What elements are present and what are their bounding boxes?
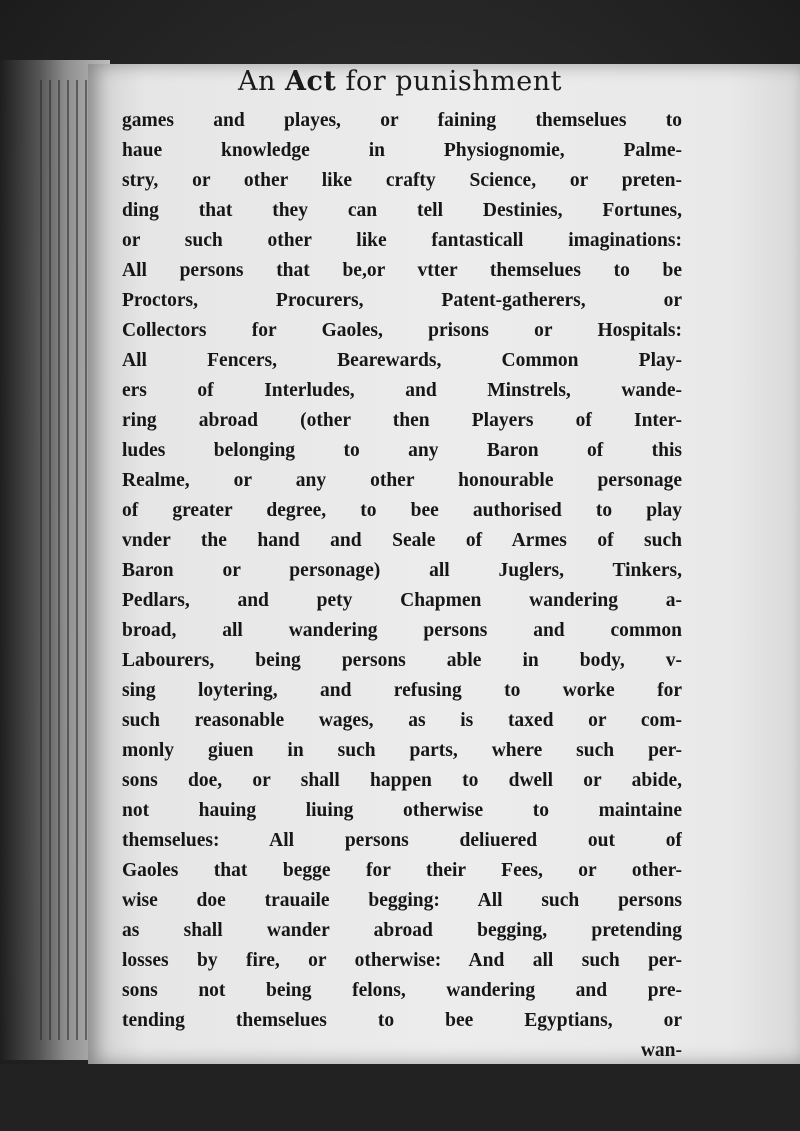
text-line: Labourers, being persons able in body, v- [122, 650, 682, 671]
title-prefix: An [238, 66, 276, 97]
text-line: Pedlars, and pety Chapmen wandering a- [122, 590, 682, 611]
text-line: ers of Interludes, and Minstrels, wande- [122, 380, 682, 401]
text-line: sing loytering, and refusing to worke for [122, 680, 682, 701]
text-line: stry, or other like crafty Science, or preten- [122, 170, 682, 191]
text-line: such reasonable wages, as is taxed or com- [122, 710, 682, 731]
text-line: as shall wander abroad begging, pretending [122, 920, 682, 941]
text-line: Collectors for Gaoles, prisons or Hospitals: [122, 320, 682, 341]
running-title [0, 66, 800, 97]
text-line: Baron or personage) all Juglers, Tinkers, [122, 560, 682, 581]
text-line: games and playes, or faining themselues to [122, 110, 682, 131]
text-line: losses by fire, or otherwise: And all such per- [122, 950, 682, 971]
title-suffix: for punishment [345, 66, 562, 97]
text-line: monly giuen in such parts, where such per- [122, 740, 682, 761]
text-line: ding that they can tell Destinies, Fortunes, [122, 200, 682, 221]
text-line: broad, all wandering persons and common [122, 620, 682, 641]
text-line: sons not being felons, wandering and pre- [122, 980, 682, 1001]
text-line: tending themselues to bee Egyptians, or [122, 1010, 682, 1031]
text-line: Realme, or any other honourable personage [122, 470, 682, 491]
text-line: Proctors, Procurers, Patent-gatherers, or [122, 290, 682, 311]
body-text [122, 106, 682, 1066]
text-line: Gaoles that begge for their Fees, or other- [122, 860, 682, 881]
text-line: vnder the hand and Seale of Armes of such [122, 530, 682, 551]
text-line: haue knowledge in Physiognomie, Palme- [122, 140, 682, 161]
bottom-margin-band [0, 1064, 800, 1131]
text-line: of greater degree, to bee authorised to play [122, 500, 682, 521]
text-line: wise doe trauaile begging: All such persons [122, 890, 682, 911]
catchword: wan- [640, 1040, 682, 1061]
title-act: Act [285, 66, 337, 97]
text-line: All persons that be,or vtter themselues to be [122, 260, 682, 281]
text-line: themselues: All persons deliuered out of [122, 830, 682, 851]
text-line: not hauing liuing otherwise to maintaine [122, 800, 682, 821]
text-line: sons doe, or shall happen to dwell or abide, [122, 770, 682, 791]
text-line: or such other like fantasticall imaginations: [122, 230, 682, 251]
text-line: All Fencers, Bearewards, Common Play- [122, 350, 682, 371]
text-line: ring abroad (other then Players of Inter- [122, 410, 682, 431]
text-line: ludes belonging to any Baron of this [122, 440, 682, 461]
